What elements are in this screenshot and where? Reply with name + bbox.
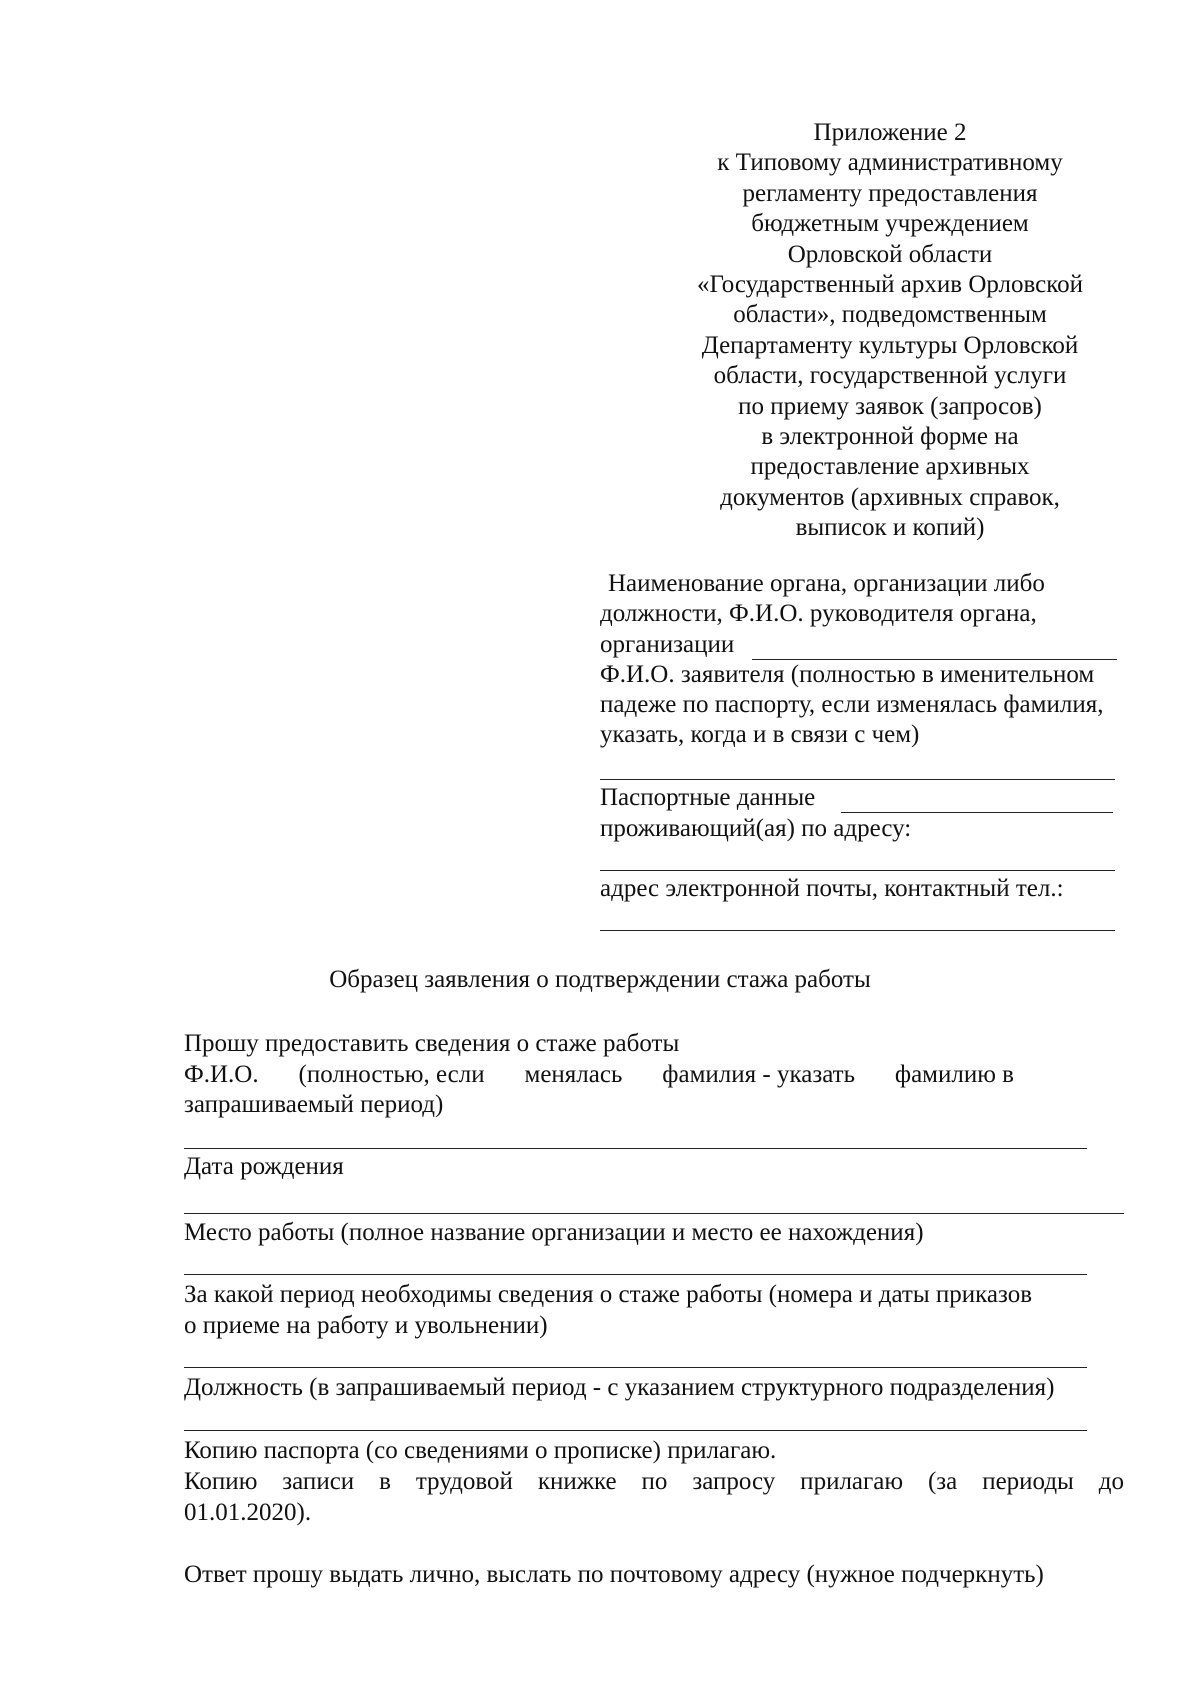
period-line: о приеме на работу и увольнении)	[184, 1312, 548, 1339]
applicant-line: падеже по паспорту, если изменялась фамилия,	[600, 691, 1104, 718]
workplace-blank-line	[184, 1274, 1087, 1275]
birth-date-label: Дата рождения	[184, 1153, 344, 1180]
passport-blank-line	[841, 812, 1113, 813]
record-copy-line: Копию записи в трудовой книжке по запросу прилагаю (за периоды до	[184, 1468, 1124, 1495]
contacts-blank-line	[600, 930, 1115, 931]
passport-copy-line: Копию паспорта (со сведениями о прописке) прилагаю.	[184, 1437, 777, 1464]
document-title: Образец заявления о подтверждении стажа работы	[329, 966, 871, 993]
appendix-line: «Государственный архив Орловской	[696, 271, 1084, 299]
contacts-label: адрес электронной почты, контактный тел.:	[600, 875, 1064, 902]
appendix-line: области», подведомственным	[733, 301, 1047, 329]
record-copy-line-2: 01.01.2020).	[184, 1499, 312, 1526]
appendix-line: области, государственной услуги	[713, 362, 1067, 390]
fio-part: фамилия - указать	[662, 1061, 855, 1088]
appendix-line: Орловской области	[787, 240, 993, 268]
appendix-line: к Типовому административному	[717, 149, 1063, 177]
applicant-line: Ф.И.О. заявителя (полностью в именительном	[600, 661, 1095, 688]
workplace-label: Место работы (полное название организации и место ее нахождения)	[184, 1219, 924, 1246]
appendix-line: документов (архивных справок,	[720, 483, 1060, 511]
position-label: Должность (в запрашиваемый период - с указанием структурного подразделения)	[184, 1374, 1055, 1401]
organ-line: Наименование органа, организации либо	[608, 570, 1045, 597]
birth-date-blank-line	[184, 1213, 1124, 1214]
fio-part: (полностью, если	[298, 1061, 485, 1088]
fio-part: Ф.И.О.	[184, 1061, 259, 1088]
applicant-blank-line	[600, 779, 1115, 780]
address-blank-line	[600, 870, 1115, 871]
period-blank-line	[184, 1367, 1087, 1368]
fio-line	[184, 1061, 1014, 1089]
fio-blank-line	[184, 1148, 1087, 1149]
fio-part: фамилию в	[894, 1061, 1014, 1088]
appendix-line: по приему заявок (запросов)	[738, 392, 1042, 420]
appendix-line: выписок и копий)	[795, 514, 985, 542]
appendix-line: в электронной форме на	[761, 423, 1019, 451]
organ-line: должности, Ф.И.О. руководителя органа,	[600, 600, 1037, 627]
period-line: За какой период необходимы сведения о стаже работы (номера и даты приказов	[184, 1281, 1033, 1308]
appendix-line: бюджетным учреждением	[751, 210, 1029, 238]
organ-blank-line	[752, 659, 1117, 660]
position-blank-line	[184, 1430, 1087, 1431]
fio-line-2: запрашиваемый период)	[184, 1091, 444, 1118]
appendix-line: предоставление архивных	[750, 453, 1030, 481]
address-label: проживающий(ая) по адресу:	[600, 815, 912, 842]
organ-line: организации	[600, 631, 735, 658]
request-line: Прошу предоставить сведения о стаже работы	[184, 1030, 680, 1057]
appendix-line: Приложение 2	[813, 119, 967, 146]
appendix-line: регламенту предоставления	[742, 179, 1038, 207]
fio-part: менялась	[524, 1061, 623, 1088]
appendix-line: Департаменту культуры Орловской	[701, 331, 1079, 359]
applicant-line: указать, когда и в связи с чем)	[600, 721, 920, 748]
passport-label: Паспортные данные	[600, 784, 816, 811]
answer-line: Ответ прошу выдать лично, выслать по почтовому адресу (нужное подчеркнуть)	[184, 1561, 1044, 1588]
appendix-block	[640, 118, 1140, 544]
